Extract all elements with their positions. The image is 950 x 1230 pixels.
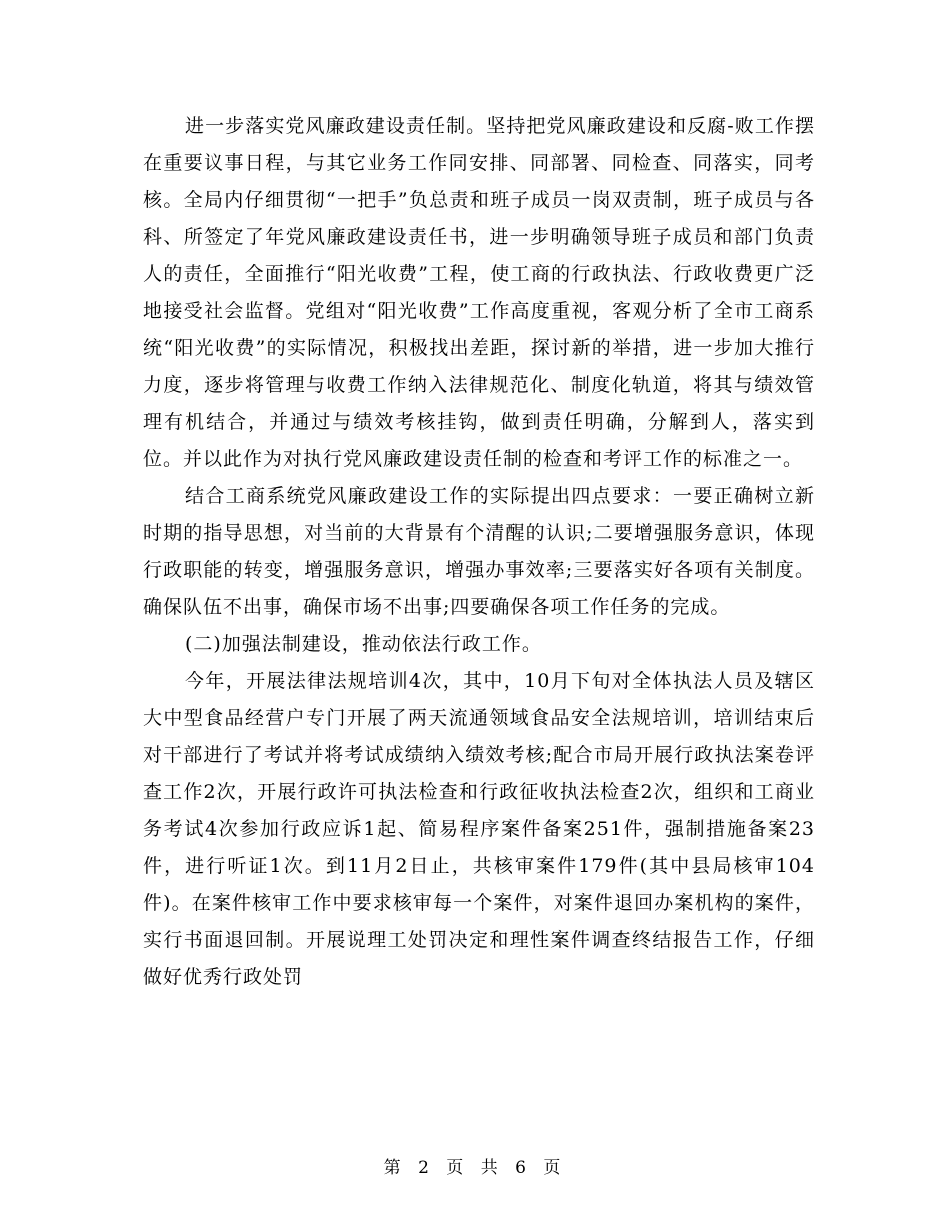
section-heading-legal-construction: (二)加强法制建设，推动依法行政工作。 [185,633,542,655]
paragraph-four-requirements: 结合工商系统党风廉政建设工作的实际提出四点要求：一要正确树立新时期的指导思想，对当前的大背景有个清醒的认识;二要增强服务意识，体现行政职能的转变，增强服务意识，增强办事效率;三要落实好各项有关制度。确保队伍不出事，确保市场不出事;四要确保各项工作任务的完成。 [143,485,815,618]
paragraph-legal-training: 今年，开展法律法规培训4次，其中，10月下旬对全体执法人员及辖区大中型食品经营户专门开展了两天流通领域食品安全法规培训，培训结束后对干部进行了考试并将考试成绩纳入绩效考核;配合市局开展行政执法案卷评查工作2次，开展行政许可执法检查和行政征收执法检查2次，组织和工商业务考试4次参加行政应诉1起、简易程序案件备案251件，强制措施备案23件，进行听证1次。到11月2日止，共核审案件179件(其中县局核审104件)。在案件核审工作中要求核审每一个案件，对案件退回办案机构的案件，实行书面退回制。开展说理工处罚决定和理性案件调查终结报告工作，仔细做好优秀行政处罚 [143,670,815,988]
document-body [143,108,815,996]
paragraph-responsibility-system: 进一步落实党风廉政建设责任制。坚持把党风廉政建设和反腐-败工作摆在重要议事日程，与其它业务工作同安排、同部署、同检查、同落实，同考核。全局内仔细贯彻“一把手”负总责和班子成员一岗双责制，班子成员与各科、所签定了年党风廉政建设责任书，进一步明确领导班子成员和部门负责人的责任，全面推行“阳光收费”工程，使工商的行政执法、行政收费更广泛地接受社会监督。党组对“阳光收费”工作高度重视，客观分析了全市工商系统“阳光收费”的实际情况，积极找出差距，探讨新的举措，进一步加大推行力度，逐步将管理与收费工作纳入法律规范化、制度化轨道，将其与绩效管理有机结合，并通过与绩效考核挂钩，做到责任明确，分解到人，落实到位。并以此作为对执行党风廉政建设责任制的检查和考评工作的标准之一。 [143,115,815,470]
page-number-footer: 第 2 页 共 6 页 [383,1158,567,1178]
